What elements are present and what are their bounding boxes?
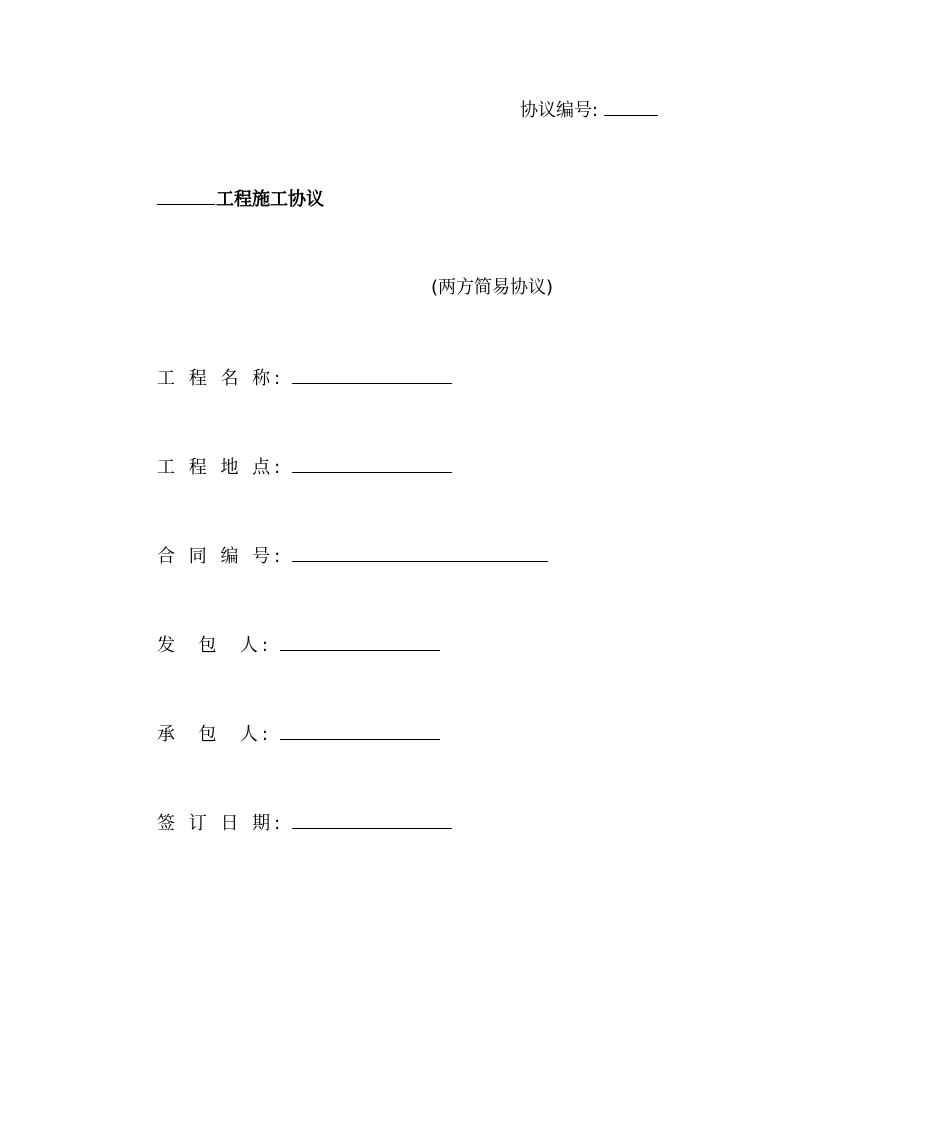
project-location-label: 工 程 地 点: [157, 457, 285, 478]
employer-field [157, 632, 440, 658]
agreement-number-label: 协议编号: [520, 100, 599, 121]
employer-label: 发 包 人: [157, 635, 272, 656]
sign-date-blank[interactable] [292, 810, 452, 829]
project-location-field [157, 454, 452, 480]
sign-date-field [157, 810, 452, 836]
agreement-number-line [520, 97, 658, 123]
document-title [157, 186, 324, 212]
contractor-label: 承 包 人: [157, 724, 272, 745]
contract-number-blank[interactable] [292, 543, 548, 562]
project-prefix-blank[interactable] [157, 186, 215, 205]
document-title-text: 工程施工协议 [216, 189, 324, 210]
document-subtitle-text: (两方简易协议) [431, 277, 554, 298]
project-name-field [157, 365, 452, 391]
project-location-blank[interactable] [292, 454, 452, 473]
contract-number-field [157, 543, 548, 569]
contractor-blank[interactable] [280, 721, 440, 740]
sign-date-label: 签 订 日 期: [157, 813, 285, 834]
project-name-blank[interactable] [292, 365, 452, 384]
project-name-label: 工 程 名 称: [157, 368, 285, 389]
employer-blank[interactable] [280, 632, 440, 651]
contract-number-label: 合 同 编 号: [157, 546, 285, 567]
agreement-number-blank[interactable] [604, 97, 658, 116]
document-subtitle [431, 276, 553, 300]
contractor-field [157, 721, 440, 747]
